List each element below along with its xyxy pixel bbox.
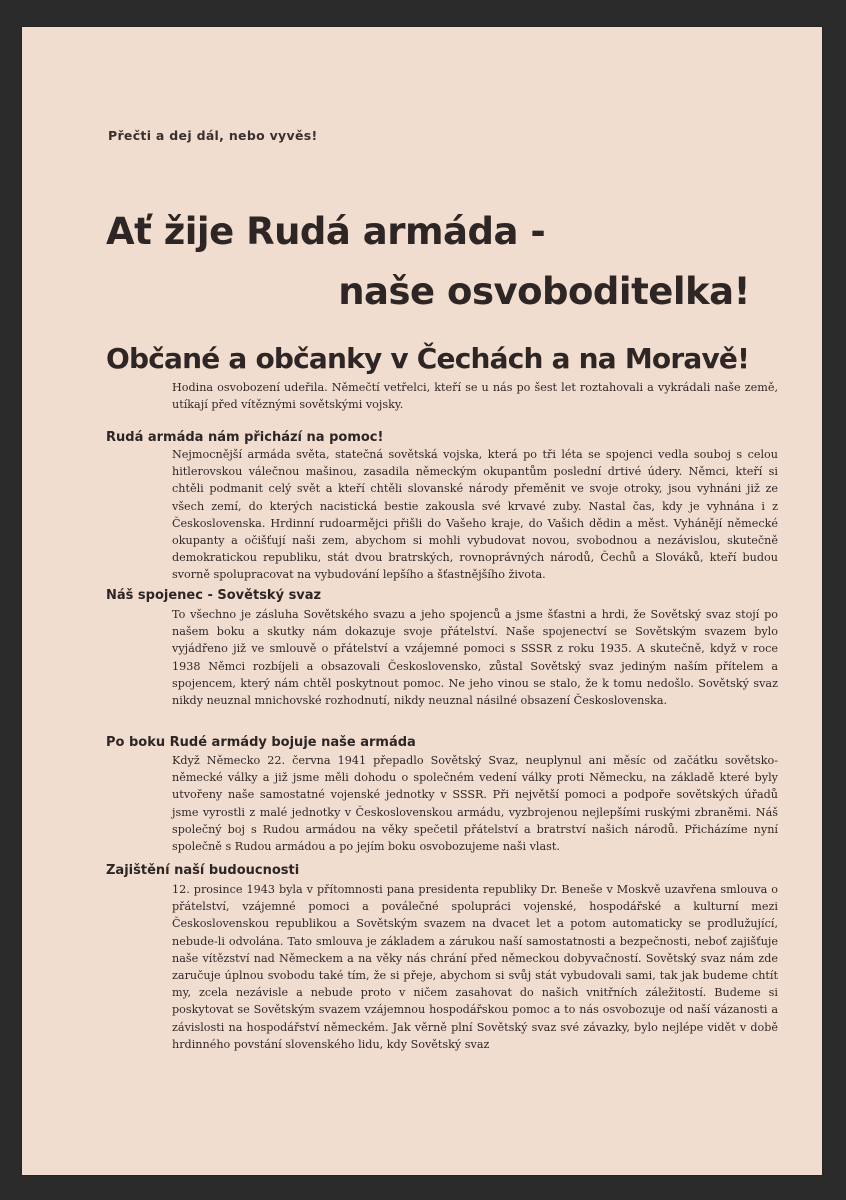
section-heading-future: Zajištění naší budoucnosti — [106, 863, 300, 878]
section-heading-our-army: Po boku Rudé armády bojuje naše armáda — [106, 735, 416, 750]
intro-line: Přečti a dej dál, nebo vyvěs! — [108, 128, 318, 143]
section-text-ally: To všechno je zásluha Sovětského svazu a jeho spojenců a jsme šťastni a hrdi, že Sovětský svaz stojí po našem boku a skutky nám dokazuje svoje přátelství. Naše spojenectví se Sovětským svazem bylo vyjádřeno již ve smlouvě o přátelství a vzájemné pomoci s SSSR z roku 1935. A skutečně, když v roce 1938 Němci rozbíjeli a obsazovali Československo, zůstal Sovětský svaz jediným naším přítelem a spojencem, který nám chtěl poskytnout pomoc. Ne jeho vinou se stalo, že k tomu nedošlo. Sovětský svaz nikdy neuznal mnichovské rozhodnutí, nikdy neuznal násilné obsazení Československa. — [172, 608, 778, 708]
intro-paragraph: Hodina osvobození udeřila. Němečtí vetřelci, kteří se u nás po šest let roztahovali a vykrádali naše země, utíkají před vítěznými sovětskými vojsky. — [172, 381, 778, 412]
main-title-line-2: naše osvoboditelka! — [338, 270, 750, 313]
section-text-our-army: Když Německo 22. června 1941 přepadlo Sovětský Svaz, neuplynul ani měsíc od začátku sovětsko-německé války a již jsme měli dohodu o společném vedení války proti Německu, na základě které byly utvořeny naše samostatné vojenské jednotky v SSSR. Při největší pomoci a podpoře sovětských úřadů jsme vyrostli z malé jednotky v Československou armádu, vyzbrojenou nejlepšími ruskými zbraněmi. Náš společný boj s Rudou armádou na věky spečetil přátelství a bratrství našich národů. Přicházíme nyní společně s Rudou armádou a po jejím boku osvobozujeme naši vlast. — [172, 754, 778, 854]
section-text-future: 12. prosince 1943 byla v přítomnosti pana presidenta republiky Dr. Beneše v Moskvě uzavřena smlouva o přátelství, vzájemné pomoci a poválečné spolupráci vojenské, hospodářské a kulturní mezi Československou republikou a Sovětským svazem na dvacet let a potom automaticky se prodlužující, nebude-li odvolána. Tato smlouva je základem a zárukou naší samostatnosti a bezpečnosti, neboť zajišťuje naše vítězství nad Německem a na věky nás chrání před německou dobyvačností. Sovětský svaz nám zde zaručuje úplnou svobodu také tím, že si přeje, abychom si svůj stát vybudovali sami, tak jak budeme chtít my, zcela nezávisle a nebude proto v ničem zasahovat do našich vnitřních záležitostí. Budeme si poskytovat se Sovětským svazem vzájemnou hospodářskou pomoc a to nás osvobozuje od naší vázanosti a závislosti na hospodářství německém. Jak věrně plní Sovětský svaz své závazky, bylo nejlépe vidět v době hrdinného povstání slovenského lidu, kdy Sovětský svaz — [172, 883, 778, 1051]
leaflet-page — [22, 27, 822, 1175]
main-title-line-1: Ať žije Rudá armáda - — [106, 210, 546, 253]
section-heading-ally: Náš spojenec - Sovětský svaz — [106, 588, 322, 603]
section-heading-red-army: Rudá armáda nám přichází na pomoc! — [106, 430, 384, 445]
section-text-red-army: Nejmocnější armáda světa, statečná sovětská vojska, která po tři léta se spojenci vedla souboj s celou hitlerovskou válečnou mašinou, zasadila německým okupantům poslední drtivé údery. Němci, kteří si chtěli podmanit celý svět a kteří chtěli slovanské národy přeměnit ve svoje otroky, jsou vyhnáni již ze všech zemí, do kterých nacistická bestie zakousla své krvavé zuby. Nastal čas, kdy je vyhnána i z Československa. Hrdinní rudoarmějci přišli do Vašeho kraje, do Vašich dědin a měst. Vyhánějí německé okupanty a očišťují naši zem, abychom si mohli vybudovat novou, svobodnou a nezávislou, skutečně demokratickou republiku, stát dvou bratrských, rovnoprávných národů, Čechů a Slováků, kteří budou svorně spolupracovat na vybudování lepšího a šťastnějšího života. — [172, 448, 778, 582]
address-heading: Občané a občanky v Čechách a na Moravě! — [106, 342, 750, 375]
